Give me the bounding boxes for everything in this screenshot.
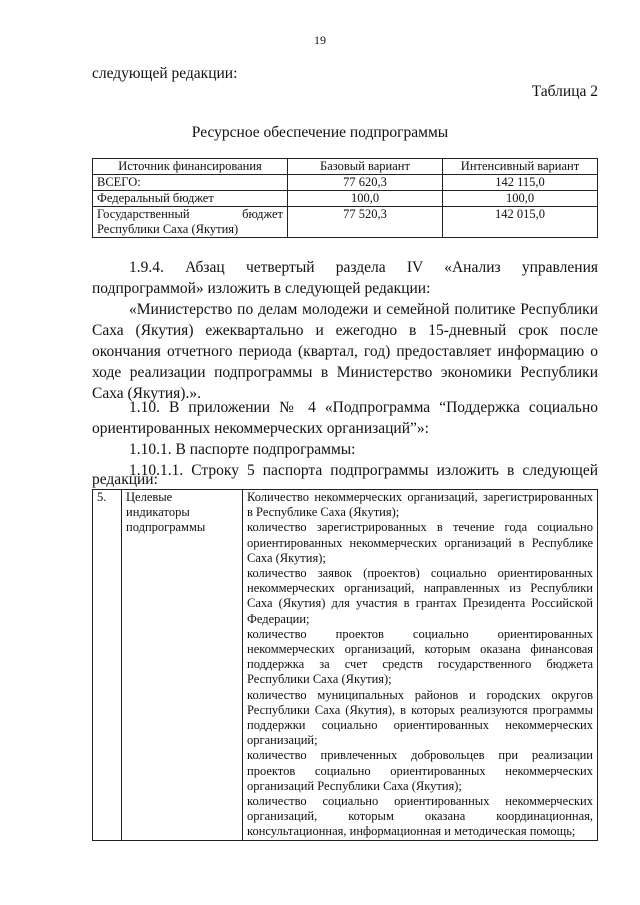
indicator-item: количество проектов социально ориентированных некоммерческих организаций, которым оказана финансовая поддержка за счет средств государственного бюджета Республики Саха (Якутия);	[247, 626, 593, 687]
indicator-item: количество зарегистрированных в течение года социально ориентированных некоммерческих организаций в Республике Саха (Якутия);	[247, 520, 593, 565]
row-intensive: 142 015,0	[443, 207, 598, 238]
header-base: Базовый вариант	[288, 159, 443, 175]
row-base: 100,0	[288, 191, 443, 207]
paragraph-5-line1: 1.10.1.1. Строку 5 паспорта подпрограммы изложить в следующей	[129, 462, 598, 479]
row-base: 77 520,3	[288, 207, 443, 238]
passport-row-label: Целевые индикаторы подпрограммы	[122, 490, 243, 841]
paragraph-1-line2: подпрограммой» изложить в следующей редакции:	[92, 280, 431, 297]
indicator-item: Количество некоммерческих организаций, зарегистрированных в Республике Саха (Якутия);	[247, 490, 593, 520]
indicator-item: количество привлеченных добровольцев при реализации проектов социально ориентированных некоммерческих организаций Республики Саха (Якутия);	[247, 748, 593, 793]
paragraph-3-line1: 1.10. В приложении № 4 «Подпрограмма “Поддержка социально	[129, 399, 598, 416]
header-source: Источник финансирования	[93, 159, 288, 175]
table-row	[93, 207, 598, 238]
indicator-item: количество социально ориентированных некоммерческих организаций, которым оказана координационная, консультационная, информационная и методическая помощь;	[247, 794, 593, 839]
table-title: Ресурсное обеспечение подпрограммы	[191, 124, 449, 141]
row-source: ВСЕГО:	[93, 175, 288, 191]
paragraph-5-line2: редакции:	[92, 471, 158, 488]
table-header-row	[93, 159, 598, 175]
row-intensive: 142 115,0	[443, 175, 598, 191]
paragraph-1-line1: 1.9.4. Абзац четвертый раздела IV «Анализ управления	[129, 259, 598, 276]
row-source	[93, 207, 288, 238]
table-row	[93, 175, 598, 191]
row-intensive: 100,0	[443, 191, 598, 207]
resource-table	[92, 158, 598, 238]
intro-text: следующей редакции:	[92, 65, 238, 82]
passport-row	[93, 490, 598, 841]
passport-indicators	[243, 490, 598, 841]
header-intensive: Интенсивный вариант	[443, 159, 598, 175]
row-base: 77 620,3	[288, 175, 443, 191]
row-source-line1: Государственный бюджет	[97, 207, 283, 221]
paragraph-4: 1.10.1. В паспорте подпрограммы:	[129, 441, 356, 458]
passport-table	[92, 489, 598, 841]
table-row	[93, 191, 598, 207]
page-number: 19	[314, 33, 326, 47]
indicator-item: количество муниципальных районов и городских округов Республики Саха (Якутия), в которых реализуются программы поддержки социально ориентированных некоммерческих организаций;	[247, 687, 593, 748]
table-label: Таблица 2	[531, 83, 598, 100]
row-source-line2: Республики Саха (Якутия)	[97, 222, 239, 236]
paragraph-2: «Министерство по делам молодежи и семейной политике Республики Саха (Якутия) ежеквартально и ежегодно в 15-дневный срок после окончания отчетного периода (квартал, год) предоставляет информацию о ходе реализации подпрограммы в Министерство экономики Республики Саха (Якутия).».	[92, 301, 598, 402]
row-source: Федеральный бюджет	[93, 191, 288, 207]
paragraph-3-line2: ориентированных некоммерческих организаций”»:	[92, 420, 429, 437]
indicator-item: количество заявок (проектов) социально ориентированных некоммерческих организаций, направленных из Республики Саха (Якутия) для участия в грантах Президента Российской Федерации;	[247, 566, 593, 626]
passport-row-number: 5.	[93, 490, 122, 841]
